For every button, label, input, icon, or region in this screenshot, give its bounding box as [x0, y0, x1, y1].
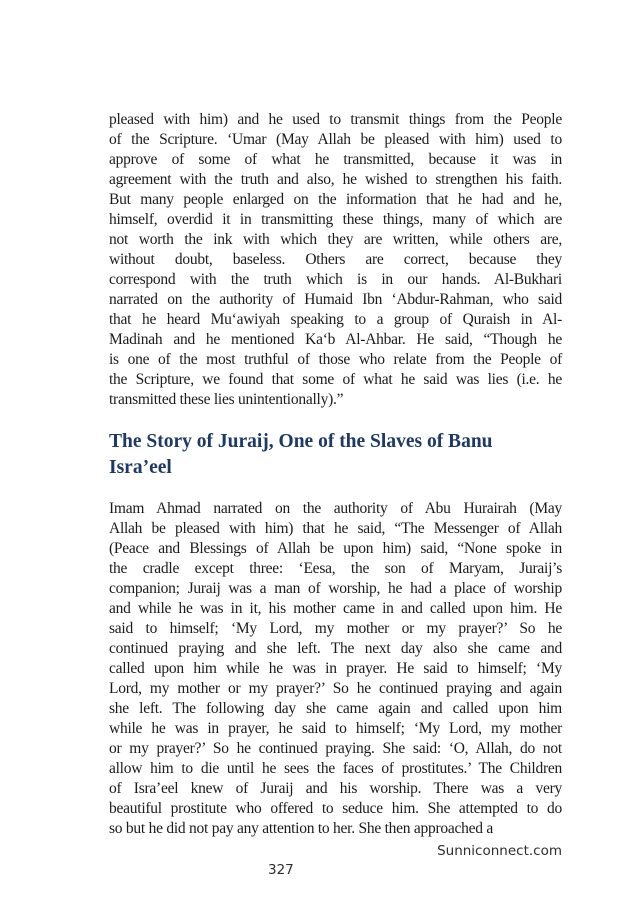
text-line: Isra’eel	[109, 457, 172, 478]
text-line: allow him to die until he sees the faces of prostitutes.’ The Children	[109, 760, 562, 777]
text-line: correspond with the truth which is in our hands. Al-Bukhari	[109, 271, 562, 288]
page-number: 327	[268, 862, 294, 878]
text-line: pleased with him) and he used to transmit things from the People	[109, 111, 562, 128]
text-line: himself, overdid it in transmitting these things, many of which are	[109, 211, 562, 228]
text-line: (Peace and Blessings of Allah be upon him) said, “None spoke in	[109, 540, 562, 557]
text-line: companion; Juraij was a man of worship, he had a place of worship	[109, 580, 562, 597]
text-line: approve of some of what he transmitted, because it was in	[109, 151, 562, 168]
text-line: of the Scripture. ‘Umar (May Allah be pleased with him) used to	[109, 131, 562, 148]
text-line: transmitted these lies unintentionally).”	[109, 391, 344, 408]
text-line: Allah be pleased with him) that he said, “The Messenger of Allah	[109, 520, 562, 537]
text-line: that he heard Mu‘awiyah speaking to a group of Quraish in Al-	[109, 311, 562, 328]
text-line: agreement with the truth and also, he wished to strengthen his faith.	[109, 171, 562, 188]
text-line: or my prayer?’ So he continued praying. She said: ‘O, Allah, do not	[109, 740, 562, 757]
text-line: But many people enlarged on the information that he had and he,	[109, 191, 562, 208]
text-line: continued praying and she left. The next day also she came and	[109, 640, 562, 657]
text-line: she left. The following day she came again and called upon him	[109, 700, 562, 717]
text-line: Imam Ahmad narrated on the authority of Abu Hurairah (May	[109, 500, 562, 517]
text-line: while he was in prayer, he said to himself; ‘My Lord, my mother	[109, 720, 562, 737]
text-line: of Isra’eel knew of Juraij and his worship. There was a very	[109, 780, 562, 797]
text-line: the cradle except three: ‘Eesa, the son of Maryam, Juraij’s	[109, 560, 562, 577]
paragraph-juraij-story	[109, 499, 562, 839]
text-line: called upon him while he was in prayer. He said to himself; ‘My	[109, 660, 562, 677]
text-line: beautiful prostitute who offered to seduce him. She attempted to do	[109, 800, 562, 817]
text-line: and while he was in it, his mother came in and called upon him. He	[109, 600, 562, 617]
text-column	[109, 110, 562, 879]
text-line: said to himself; ‘My Lord, my mother or my prayer?’ So he	[109, 620, 562, 637]
text-line: so but he did not pay any attention to her. She then approached a	[109, 820, 494, 837]
text-line: Madinah and he mentioned Ka‘b Al-Ahbar. He said, “Though he	[109, 331, 562, 348]
website-footer: Sunniconnect.com	[437, 843, 562, 859]
text-line: Lord, my mother or my prayer?’ So he continued praying and again	[109, 680, 562, 697]
text-line: without doubt, baseless. Others are correct, because they	[109, 251, 562, 268]
text-line: The Story of Juraij, One of the Slaves of Banu	[109, 431, 493, 452]
section-heading	[109, 429, 562, 481]
text-line: narrated on the authority of Humaid Ibn ‘Abdur-Rahman, who said	[109, 291, 562, 308]
text-line: the Scripture, we found that some of what he said was lies (i.e. he	[109, 371, 562, 388]
text-line: not worth the ink with which they are written, while others are,	[109, 231, 562, 248]
paragraph-kab-al-ahbar	[109, 110, 562, 410]
text-line: is one of the most truthful of those who relate from the People of	[109, 351, 562, 368]
